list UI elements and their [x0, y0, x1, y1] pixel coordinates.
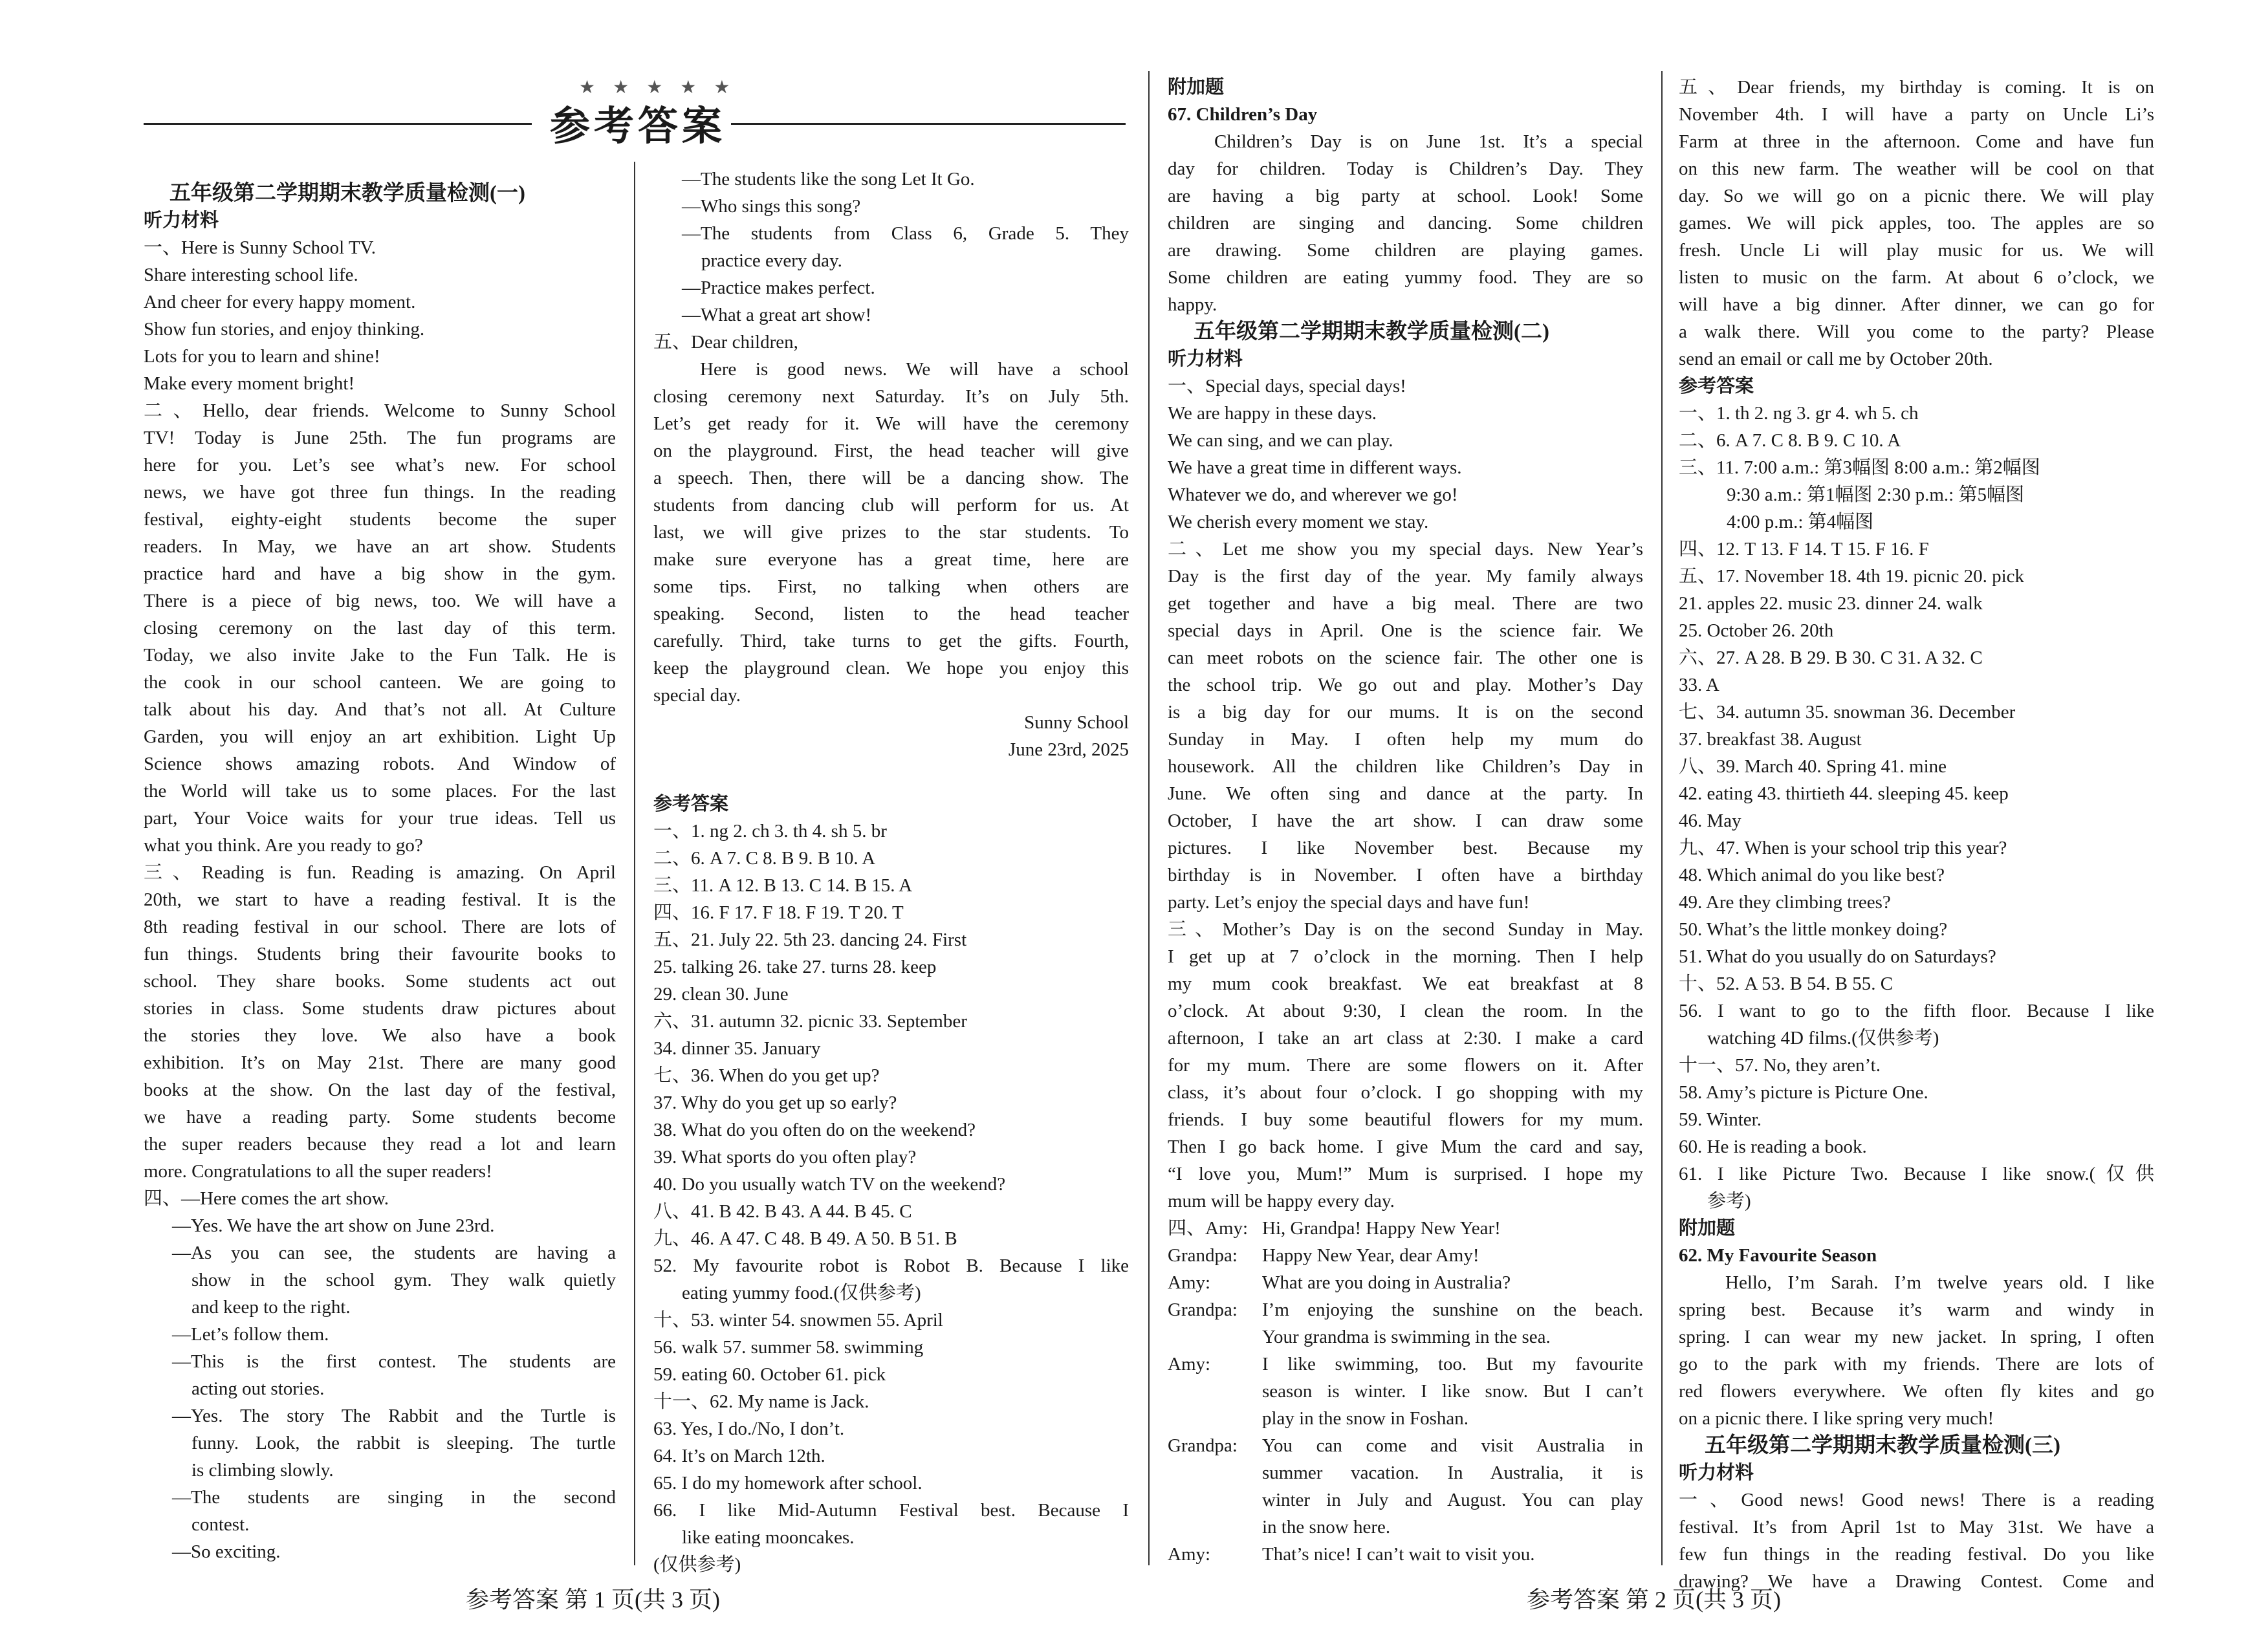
text-line: 三、Mother’s Day is on the second Sunday in May. — [1168, 919, 1643, 940]
text-line: 六、31. autumn 32. picnic 33. September — [653, 1011, 967, 1032]
text-line: afternoon, I take an art class at 2:30. I make a card — [1168, 1028, 1643, 1049]
speaker-label: Amy: — [1168, 1354, 1211, 1375]
text-line: the cook in our school canteen. We are going to — [144, 672, 616, 693]
text-line: 四、16. F 17. F 18. F 19. T 20. T — [653, 902, 904, 923]
text-line: Show fun stories, and enjoy thinking. — [144, 319, 425, 340]
text-line: 67. Children’s Day — [1168, 104, 1318, 125]
text-line: festival, eighty-eight students become the super — [144, 509, 616, 530]
speaker-label: Amy: — [1168, 1544, 1211, 1565]
text-line: —The students from Class 6, Grade 5. They — [682, 223, 1129, 244]
text-line — [653, 763, 1129, 790]
text-line: November 4th. I will have a party on Uncle Li’s — [1679, 104, 2154, 125]
text-line: practice hard and have a big show in the gym. — [144, 563, 616, 584]
text-line: the stories they love. We also have a book — [144, 1025, 616, 1046]
dialog-line — [1168, 1242, 1643, 1269]
text-line: We cherish every moment we stay. — [1168, 512, 1429, 532]
text-line: We have a great time in different ways. — [1168, 457, 1462, 478]
text-line: funny. Look, the rabbit is sleeping. The turtle — [191, 1433, 616, 1453]
text-line: keep the playground clean. We hope you enjoy this — [653, 658, 1129, 679]
text-line: exhibition. It’s on May 21st. There are many good — [144, 1052, 616, 1073]
page-title: 参考答案 — [550, 102, 726, 149]
text-line: 59. Winter. — [1679, 1109, 1762, 1130]
text-line: 八、39. March 40. Spring 41. mine — [1679, 756, 1947, 777]
text-line: We can sing, and we can play. — [1168, 430, 1393, 451]
text-line: 参考答案 — [1679, 376, 1754, 397]
text-line: 20th, we start to have a reading festival. It is the — [144, 889, 616, 910]
text-line: friends. I buy some beautiful flowers for my mum. — [1168, 1109, 1643, 1130]
text-line: —The students are singing in the second — [172, 1487, 616, 1508]
dialog-text: Your grandma is swimming in the sea. — [1262, 1327, 1551, 1347]
text-line: 37. breakfast 38. August — [1679, 729, 1862, 750]
text-line: what you think. Are you ready to go? — [144, 835, 423, 856]
text-line: festival. It’s from April 1st to May 31st. We have a — [1679, 1517, 2154, 1538]
text-line: make sure everyone has a great time, here are — [653, 549, 1129, 570]
column-3-text — [1168, 74, 1643, 1215]
text-line: 一、1. ng 2. ch 3. th 4. sh 5. br — [653, 821, 887, 842]
text-line: —Yes. We have the art show on June 23rd. — [172, 1215, 495, 1236]
text-line: show in the school gym. They walk quietly — [191, 1270, 616, 1290]
text-line: 十一、57. No, they aren’t. — [1679, 1055, 1881, 1076]
text-line: on this new farm. The weather will be cool on that — [1679, 158, 2154, 179]
text-line: I get up at 7 o’clock in the morning. Then I help — [1168, 946, 1643, 967]
text-line: 48. Which animal do you like best? — [1679, 865, 1945, 886]
text-line: some tips. First, no talking when others are — [653, 576, 1129, 597]
text-line: the super readers because they read a lot and learn — [144, 1134, 616, 1155]
decorative-stars: ★ ★ ★ ★ ★ — [579, 78, 737, 98]
text-line: “I love you, Mum!” Mum is surprised. I hope my — [1168, 1164, 1643, 1184]
text-line: contest. — [191, 1514, 250, 1535]
column-divider-2 — [1148, 71, 1150, 1565]
dialog-text: season is winter. I like snow. But I can’t — [1262, 1381, 1643, 1402]
dialog-line — [1168, 1351, 1643, 1378]
text-line: speaking. Second, listen to the head teacher — [653, 603, 1129, 624]
text-line: readers. In May, we have an art show. Students — [144, 536, 616, 557]
text-line: 25. talking 26. take 27. turns 28. keep — [653, 957, 937, 977]
text-line: eating yummy food.(仅供参考) — [682, 1283, 921, 1303]
dialog-block — [1168, 1215, 1643, 1568]
text-line: 听力材料 — [1168, 349, 1243, 369]
text-line: 六、27. A 28. B 29. B 30. C 31. A 32. C — [1679, 647, 1983, 668]
column-divider-3 — [1661, 71, 1663, 1565]
dialog-line — [1168, 1541, 1643, 1568]
text-line: 29. clean 30. June — [653, 984, 789, 1005]
text-line: 附加题 — [1679, 1218, 1736, 1239]
speaker-label: Grandpa: — [1168, 1245, 1238, 1266]
text-line: June. We often sing and dance at the party. In — [1168, 783, 1643, 804]
text-line: 三、Reading is fun. Reading is amazing. On April — [144, 862, 616, 883]
text-line: children are singing and dancing. Some children — [1168, 213, 1643, 234]
text-line: games. We will pick apples, too. The apples are so — [1679, 213, 2154, 234]
text-line: go to the park with my friends. There are lots of — [1679, 1354, 2154, 1375]
dialog-line — [1168, 1215, 1643, 1242]
text-line: 十一、62. My name is Jack. — [653, 1391, 869, 1412]
column-3 — [1168, 74, 1643, 1568]
text-line: 一、Here is Sunny School TV. — [144, 237, 376, 258]
text-line: 56. walk 57. summer 58. swimming — [653, 1337, 924, 1358]
text-line: o’clock. At about 9:30, I clean the room. In the — [1168, 1001, 1643, 1021]
title-rule-right — [731, 123, 1126, 125]
speaker-label: Grandpa: — [1168, 1435, 1238, 1456]
dialog-text: I like swimming, too. But my favourite — [1262, 1354, 1643, 1375]
dialog-text: What are you doing in Australia? — [1262, 1272, 1511, 1293]
text-line: birthday is in November. I often have a birthday — [1168, 865, 1643, 886]
text-line: 五年级第二学期期末教学质量检测(三) — [1705, 1434, 2060, 1457]
text-line: 二、Hello, dear friends. Welcome to Sunny School — [144, 400, 616, 421]
column-2 — [653, 166, 1129, 1578]
speaker-label — [1168, 1486, 1262, 1514]
text-line: 五、Dear children, — [653, 332, 798, 353]
text-line: the school trip. We go out and play. Mother’s Day — [1168, 675, 1643, 695]
text-line: 34. dinner 35. January — [653, 1038, 821, 1059]
text-line: 一、Special days, special days! — [1168, 376, 1406, 397]
text-line: day for children. Today is Children’s Day. They — [1168, 158, 1643, 179]
text-line: 61. I like Picture Two. Because I like snow.(仅供 — [1679, 1164, 2154, 1184]
text-line: day. So we will go on a picnic there. We will play — [1679, 186, 2154, 206]
text-line: special days in April. One is the science fair. We — [1168, 620, 1643, 641]
text-line: Then I go back home. I give Mum the card and say, — [1168, 1136, 1643, 1157]
text-line: pictures. I like November best. Because my — [1168, 838, 1643, 858]
text-line: on the playground. First, the head teacher will give — [653, 440, 1129, 461]
text-line: Sunny School — [1024, 712, 1129, 733]
text-line: like eating mooncakes. — [682, 1527, 855, 1548]
text-line: 二、6. A 7. C 8. B 9. C 10. A — [1679, 430, 1901, 451]
text-line: 40. Do you usually watch TV on the weekend? — [653, 1174, 1006, 1195]
text-line: 听力材料 — [144, 210, 219, 231]
text-line: Farm at three in the afternoon. Come and have fun — [1679, 131, 2154, 152]
text-line: is a big day for our mums. It is on the second — [1168, 702, 1643, 723]
text-line: 37. Why do you get up so early? — [653, 1092, 897, 1113]
text-line: is climbing slowly. — [191, 1460, 334, 1481]
dialog-text: play in the snow in Foshan. — [1262, 1408, 1468, 1429]
text-line: here for you. Let’s see what’s new. For school — [144, 455, 616, 475]
text-line: —Yes. The story The Rabbit and the Turtle is — [172, 1406, 616, 1426]
text-line: 五年级第二学期期末教学质量检测(二) — [1194, 320, 1549, 343]
text-line: 52. My favourite robot is Robot B. Because I like — [653, 1255, 1129, 1276]
text-line: 65. I do my homework after school. — [653, 1473, 922, 1494]
text-line: Share interesting school life. — [144, 265, 358, 285]
text-line: 4:00 p.m.: 第4幅图 — [1727, 512, 1874, 532]
dialog-line — [1168, 1405, 1643, 1432]
text-line: —What a great art show! — [682, 305, 872, 325]
text-line: get together and have a big meal. There are two — [1168, 593, 1643, 614]
text-line: send an email or call me by October 20th. — [1679, 349, 1993, 369]
text-line: 一、Good news! Good news! There is a reading — [1679, 1490, 2154, 1510]
text-line: 九、47. When is your school trip this year? — [1679, 838, 2007, 858]
text-line: a walk there. Will you come to the party? Please — [1679, 321, 2154, 342]
text-line: —So exciting. — [172, 1541, 281, 1562]
dialog-line — [1168, 1378, 1643, 1405]
text-line: 四、12. T 13. F 14. T 15. F 16. F — [1679, 539, 1929, 560]
text-line: 8th reading festival in our school. There are lots of — [144, 917, 616, 937]
text-line: talk about his day. And that’s not all. At Culture — [144, 699, 616, 720]
text-line: —This is the first contest. The students are — [172, 1351, 616, 1372]
text-line: carefully. Third, take turns to get the gifts. Fourth, — [653, 631, 1129, 651]
speaker-label: Grandpa: — [1168, 1299, 1238, 1320]
text-line: can meet robots on the science fair. The other one is — [1168, 647, 1643, 668]
text-line: Let’s get ready for it. We will have the ceremony — [653, 413, 1129, 434]
text-line: Day is the first day of the year. My family always — [1168, 566, 1643, 587]
text-line: And cheer for every happy moment. — [144, 292, 416, 312]
text-line: red flowers everywhere. We often fly kites and go — [1679, 1381, 2154, 1402]
text-line: 听力材料 — [1679, 1462, 1754, 1483]
text-line: 66. I like Mid-Autumn Festival best. Because I — [653, 1500, 1129, 1521]
text-line: spring best. Because it’s warm and windy in — [1679, 1299, 2154, 1320]
text-line: There is a piece of big news, too. We will have a — [144, 591, 616, 611]
text-line: special day. — [653, 685, 741, 706]
text-line: —Who sings this song? — [682, 196, 861, 217]
text-line: 七、36. When do you get up? — [653, 1065, 880, 1086]
text-line: —Let’s follow them. — [172, 1324, 329, 1345]
text-line: 58. Amy’s picture is Picture One. — [1679, 1082, 1928, 1103]
column-4 — [1679, 74, 2154, 1595]
speaker-label: Amy: — [1168, 1272, 1211, 1293]
text-line: 51. What do you usually do on Saturdays? — [1679, 946, 1996, 967]
dialog-text: Happy New Year, dear Amy! — [1262, 1245, 1479, 1266]
text-line: spring. I can wear my new jacket. In spring, I often — [1679, 1327, 2154, 1347]
text-line: acting out stories. — [191, 1378, 325, 1399]
title-rule-left — [144, 123, 532, 125]
text-line: Some children are eating yummy food. They are so — [1168, 267, 1643, 288]
text-line: Make every moment bright! — [144, 373, 355, 394]
text-line: 五、17. November 18. 4th 19. picnic 20. pick — [1679, 566, 2024, 587]
text-line: 四、—Here comes the art show. — [144, 1188, 389, 1209]
text-line: 46. May — [1679, 810, 1741, 831]
text-line: books at the show. On the last day of the festival, — [144, 1080, 616, 1100]
text-line: more. Congratulations to all the super readers! — [144, 1161, 492, 1182]
text-line: 59. eating 60. October 61. pick — [653, 1364, 886, 1385]
text-line: Science shows amazing robots. And Window of — [144, 754, 616, 774]
text-line: drawing? We have a Drawing Contest. Come and — [1679, 1571, 2154, 1592]
dialog-line — [1168, 1514, 1643, 1541]
dialog-line — [1168, 1432, 1643, 1459]
footer-page-2: 参考答案 第 2 页(共 3 页) — [1527, 1587, 1781, 1613]
text-line: 50. What’s the little monkey doing? — [1679, 919, 1948, 940]
text-line: —As you can see, the students are having a — [172, 1243, 616, 1263]
text-line: fun things. Students bring their favourite books to — [144, 944, 616, 964]
text-line: are drawing. Some children are playing games. — [1168, 240, 1643, 261]
text-line: TV! Today is June 25th. The fun programs are — [144, 428, 616, 448]
text-line: and keep to the right. — [191, 1297, 351, 1318]
dialog-line — [1168, 1296, 1643, 1323]
text-line: class, it’s about four o’clock. I go shopping with my — [1168, 1082, 1643, 1103]
text-line: 五、Dear friends, my birthday is coming. It is on — [1679, 77, 2154, 98]
text-line: Hello, I’m Sarah. I’m twelve years old. I like — [1725, 1272, 2154, 1293]
text-line: Garden, you will enjoy an art exhibition. Light Up — [144, 726, 616, 747]
text-line: a speech. Then, there will be a dancing show. The — [653, 468, 1129, 488]
text-line: practice every day. — [701, 250, 842, 271]
text-line: 参考答案 — [653, 794, 729, 814]
text-line: 五年级第二学期期末教学质量检测(一) — [169, 182, 525, 205]
text-line: 64. It’s on March 12th. — [653, 1446, 825, 1466]
text-line: 二、6. A 7. C 8. B 9. B 10. A — [653, 848, 876, 869]
text-line: 38. What do you often do on the weekend? — [653, 1120, 976, 1140]
text-line: 25. October 26. 20th — [1679, 620, 1834, 641]
text-line: (仅供参考) — [653, 1554, 741, 1575]
text-line: on a picnic there. I like spring very much! — [1679, 1408, 1994, 1429]
text-line: 39. What sports do you often play? — [653, 1147, 917, 1168]
text-line: few fun things in the reading festival. Do you like — [1679, 1544, 2154, 1565]
column-divider-1 — [634, 162, 635, 1565]
text-line: 60. He is reading a book. — [1679, 1136, 1867, 1157]
text-line: housework. All the children like Children’s Day in — [1168, 756, 1643, 777]
text-line: part, Your Voice waits for your true ideas. Tell us — [144, 808, 616, 829]
text-line: 三、11. 7:00 a.m.: 第3幅图 8:00 a.m.: 第2幅图 — [1679, 457, 2040, 478]
text-line: the World will take us to some places. For the last — [144, 781, 616, 801]
text-line: 附加题 — [1168, 77, 1225, 98]
text-line: news, we have got three fun things. In the reading — [144, 482, 616, 503]
text-line: Children’s Day is on June 1st. It’s a special — [1214, 131, 1643, 152]
speaker-label — [1168, 1405, 1262, 1432]
text-line: last, we will give prizes to the star students. To — [653, 522, 1129, 543]
text-line: students from dancing club will perform for us. At — [653, 495, 1129, 516]
text-line: 一、1. th 2. ng 3. gr 4. wh 5. ch — [1679, 403, 1919, 424]
text-line: 21. apples 22. music 23. dinner 24. walk — [1679, 593, 1983, 614]
text-line: 八、41. B 42. B 43. A 44. B 45. C — [653, 1201, 912, 1222]
text-line: October, I have the art show. I can draw some — [1168, 810, 1643, 831]
text-line: mum will be happy every day. — [1168, 1191, 1395, 1212]
column-1 — [144, 180, 616, 1565]
text-line: closing ceremony next Saturday. It’s on July 5th. — [653, 386, 1129, 407]
text-line: for my mum. There are some flowers on it. After — [1168, 1055, 1643, 1076]
text-line: we have a reading party. Some students become — [144, 1107, 616, 1127]
dialog-text: That’s nice! I can’t wait to visit you. — [1262, 1544, 1535, 1565]
text-line: 49. Are they climbing trees? — [1679, 892, 1891, 913]
dialog-text: Hi, Grandpa! Happy New Year! — [1262, 1218, 1501, 1239]
dialog-text: summer vacation. In Australia, it is — [1262, 1462, 1643, 1483]
speaker-label — [1168, 1378, 1262, 1405]
text-line: 9:30 a.m.: 第1幅图 2:30 p.m.: 第5幅图 — [1727, 484, 2024, 505]
text-line: Lots for you to learn and shine! — [144, 346, 380, 367]
text-line: party. Let’s enjoy the special days and have fun! — [1168, 892, 1530, 913]
text-line: —The students like the song Let It Go. — [682, 169, 975, 190]
text-line: Sunday in May. I often help my mum do — [1168, 729, 1643, 750]
text-line: will have a big dinner. After dinner, we can go for — [1679, 294, 2154, 315]
text-line: fresh. Uncle Li will play music for us. We will — [1679, 240, 2154, 261]
text-line: watching 4D films.(仅供参考) — [1707, 1028, 1939, 1049]
text-line: June 23rd, 2025 — [1008, 739, 1129, 760]
text-line: closing ceremony on the last day of this term. — [144, 618, 616, 638]
speaker-label — [1168, 1459, 1262, 1486]
text-line: Whatever we do, and wherever we go! — [1168, 484, 1458, 505]
text-line: 九、46. A 47. C 48. B 49. A 50. B 51. B — [653, 1228, 957, 1249]
text-line: 十、52. A 53. B 54. B 55. C — [1679, 973, 1893, 994]
dialog-text: I’m enjoying the sunshine on the beach. — [1262, 1299, 1643, 1320]
text-line: 62. My Favourite Season — [1679, 1245, 1877, 1266]
text-line: 33. A — [1679, 675, 1719, 695]
text-line: —Practice makes perfect. — [682, 277, 875, 298]
text-line: 二、Let me show you my special days. New Year’s — [1168, 539, 1643, 560]
text-line: Here is good news. We will have a school — [700, 359, 1129, 380]
text-line: 七、34. autumn 35. snowman 36. December — [1679, 702, 2016, 723]
text-line: 三、11. A 12. B 13. C 14. B 15. A — [653, 875, 913, 896]
text-line: happy. — [1168, 294, 1217, 315]
dialog-line — [1168, 1486, 1643, 1514]
dialog-text: in the snow here. — [1262, 1517, 1391, 1538]
text-line: are having a big party at school. Look! Some — [1168, 186, 1643, 206]
text-line: We are happy in these days. — [1168, 403, 1377, 424]
speaker-label — [1168, 1514, 1262, 1541]
text-line: 五、21. July 22. 5th 23. dancing 24. First — [653, 929, 967, 950]
text-line: 参考) — [1707, 1191, 1751, 1212]
text-line: my mum cook breakfast. We eat breakfast at 8 — [1168, 973, 1643, 994]
text-line: 56. I want to go to the fifth floor. Because I like — [1679, 1001, 2154, 1021]
text-line: stories in class. Some students draw pictures about — [144, 998, 616, 1019]
text-line: listen to music on the farm. At about 6 o’clock, we — [1679, 267, 2154, 288]
dialog-text: You can come and visit Australia in — [1262, 1435, 1643, 1456]
text-line: 十、53. winter 54. snowmen 55. April — [653, 1310, 943, 1331]
dialog-line — [1168, 1269, 1643, 1296]
text-line: Today, we also invite Jake to the Fun Talk. He is — [144, 645, 616, 666]
dialog-text: winter in July and August. You can play — [1262, 1490, 1643, 1510]
dialog-line — [1168, 1459, 1643, 1486]
footer-page-1: 参考答案 第 1 页(共 3 页) — [466, 1587, 720, 1613]
dialog-line — [1168, 1323, 1643, 1351]
text-line: 63. Yes, I do./No, I don’t. — [653, 1418, 845, 1439]
speaker-label — [1168, 1323, 1262, 1351]
speaker-label: 四、Amy: — [1168, 1218, 1249, 1239]
text-line: school. They share books. Some students act out — [144, 971, 616, 992]
text-line: 42. eating 43. thirtieth 44. sleeping 45. keep — [1679, 783, 2009, 804]
